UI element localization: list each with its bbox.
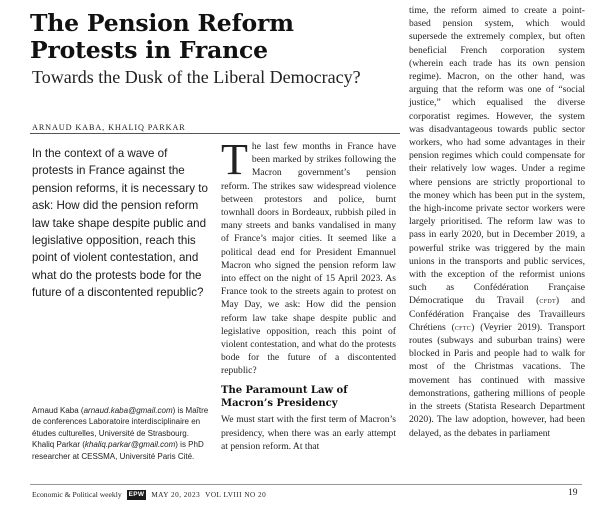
abbreviation: cfdt: [539, 296, 556, 306]
author-byline: ARNAUD KABA, KHALIQ PARKAR: [32, 123, 186, 132]
paragraph-text: time, the reform aimed to create a point-based pension system, which would supersede the extremely complex, but often beneficial French corporation system (wherein each trade has its own pension regime). Macron, on the other hand, was arguing that the reform was one of “social justice,” which equalised the diverse corporatist regimes. However, the system was disadvantageous towards public sector workers, who had some advantages in their pension regimes which could compensate for their relatively low wages. Under a regime where pensions are strictly proportional to the money which has been put in the system, the high-income private sector workers were largely prioritised. The reform law was to pass in early 2020, but in December 2019, a powerful strike was triggered by the main unions in the transports and public services, with the exception of the reformist unions such as Confédération Française Démocratique du Travail (: [409, 5, 585, 307]
footer-divider: [30, 484, 582, 485]
body-paragraph: [221, 135, 396, 378]
author-note-text: Arnaud Kaba (: [32, 406, 84, 415]
drop-cap: T: [221, 135, 248, 184]
article-summary: In the context of a wave of protests in France against the pension reforms, it is necessary to ask: How did the pension reform law take shape despite public and legislative opposition, reach this point of violent contestation, and what do the protests bode for the future of a discontented republic?: [32, 147, 208, 300]
body-column-right: [409, 4, 585, 440]
issue-date: MAY 20, 2023: [151, 491, 201, 499]
author-note: [32, 405, 210, 462]
title-divider: [30, 133, 400, 134]
body-column-middle: [221, 135, 396, 453]
section-heading: The Paramount Law of Macron’s Presidency: [221, 384, 348, 410]
paragraph-text: he last few months in France have been marked by strikes following the Macron government’s pension reform. The strikes saw widespread violence between protestors and police, burnt townhall doors in Bordeaux, rubbish piled in many streets and banks vandalised in many of France’s major cities. It seemed like a political dead end for President Emannuel Macron who signed the pension reform law into effect on the night of 15 April 2023. As France took to the streets again to protest on May Day, we ask: How did the pension reform law take shape despite public and legislative opposition, reach this point of violent contestation, and what do the protests bode for the future of a discontented republic?: [221, 141, 396, 377]
author-note-text: ) is Maître de conferences Laboratoire interdisciplinaire en études culturelles, Université de Strasbourg. Khaliq Parkar (: [32, 406, 209, 450]
issue-volume: VOL LVIII NO 20: [205, 491, 267, 499]
article-title: The Pension Reform Protests in France: [30, 9, 294, 64]
author-note-text: ) is PhD researcher at CESSMA, Université Paris Cité.: [32, 440, 204, 461]
author-email-link[interactable]: arnaud.kaba@gmail.com: [83, 406, 173, 415]
author-email-link[interactable]: khaliq.parkar@gmail.com: [84, 440, 176, 450]
paragraph-text: ) (Veyrier 2019). Transport routes (subways and suburban trains) were blocked in Paris and people had to walk for most of the Christmas vacations. The movement has continued with massive demonstrations, gathering millions of people in the streets (Statista Research Department 2020). The law adoption, however, had been delayed, as the debates in parliament: [409, 321, 585, 439]
page-footer: [32, 490, 432, 500]
body-paragraph: We must start with the first term of Macron’s presidency, when there was an early attempt at pension reform. At that: [221, 414, 396, 452]
epw-logo: EPW: [128, 491, 145, 498]
journal-name: Economic & Political weekly: [32, 490, 122, 499]
abbreviation: cftc: [454, 322, 472, 332]
body-paragraph: [409, 4, 585, 440]
paragraph-text: ) and Confédération Française des Travailleurs Chrétiens (: [409, 295, 585, 333]
article-subtitle: Towards the Dusk of the Liberal Democracy?: [32, 67, 361, 87]
page-number: 19: [568, 488, 578, 498]
